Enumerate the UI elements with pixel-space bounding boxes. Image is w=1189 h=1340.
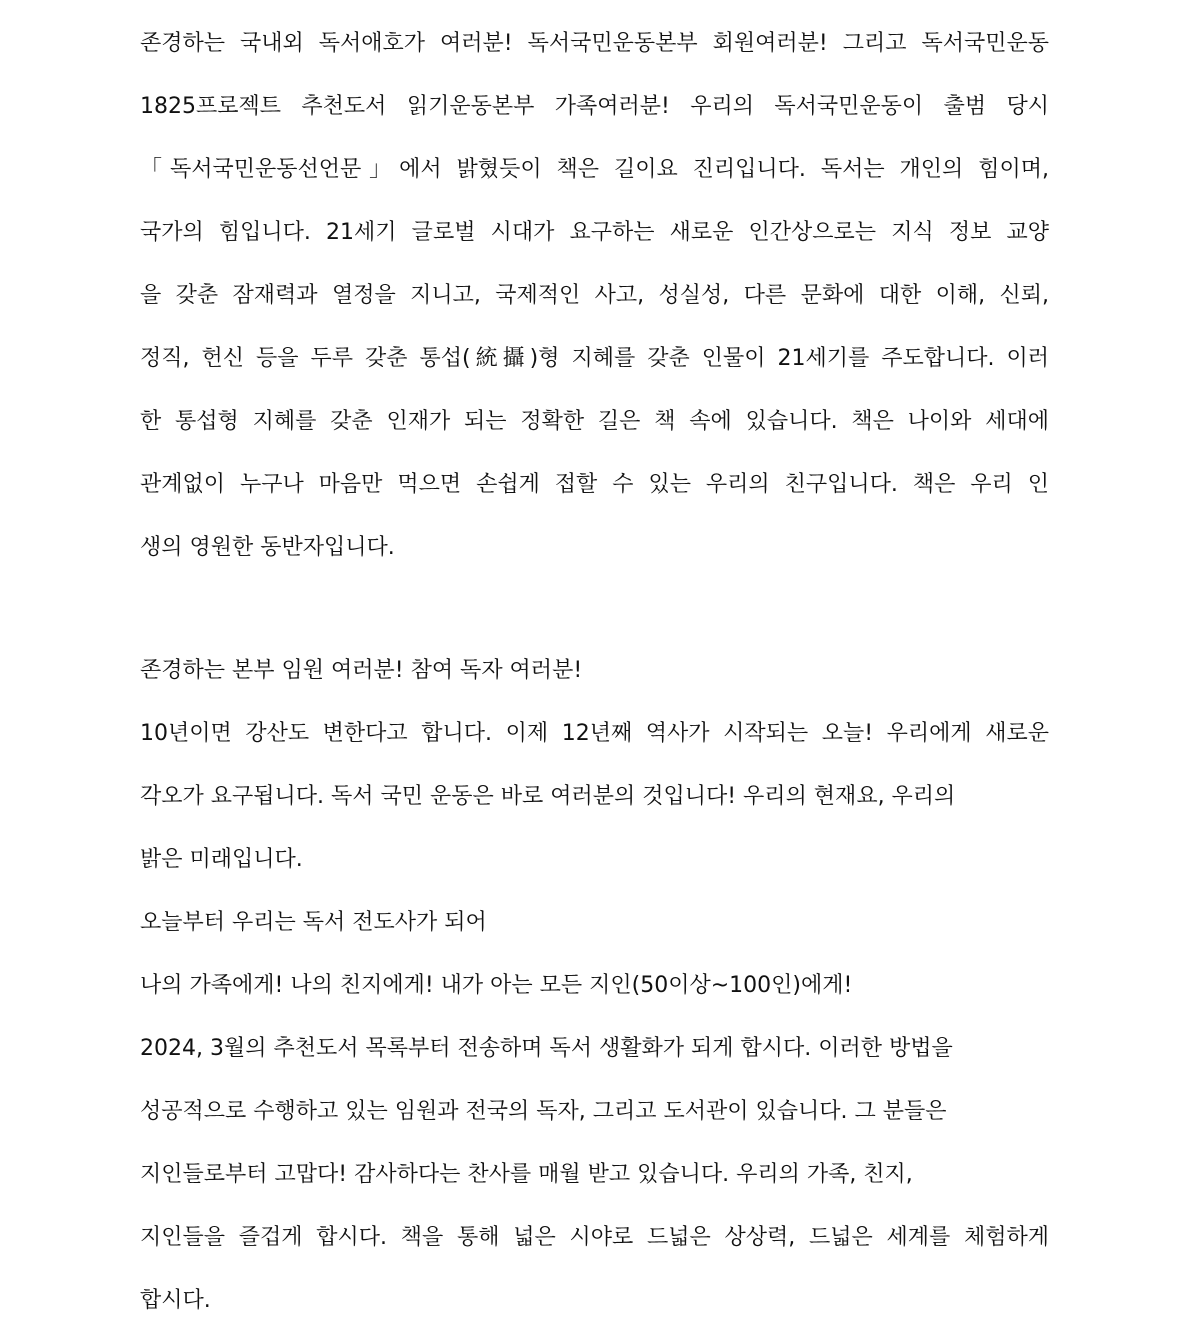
text-line: 을 갖춘 잠재력과 열정을 지니고, 국제적인 사고, 성실성, 다른 문화에 대한 이해, 신뢰, [140, 283, 1049, 308]
text-line: 한 통섭형 지혜를 갖춘 인재가 되는 정확한 길은 책 속에 있습니다. 책은 나이와 세대에 [140, 409, 1049, 434]
text-line: 1825프로젝트 추천도서 읽기운동본부 가족여러분! 우리의 독서국민운동이 출범 당시 [140, 94, 1049, 119]
document-page [140, 12, 1049, 1332]
text-line: 정직, 헌신 등을 두루 갖춘 통섭(統攝)형 지혜를 갖춘 인물이 21세기를 주도합니다. 이러 [140, 346, 1049, 371]
paragraph-1 [140, 12, 1049, 579]
text-line: 밝은 미래입니다. [140, 847, 303, 872]
text-line: 생의 영원한 동반자입니다. [140, 535, 395, 560]
text-line: 나의 가족에게! 나의 친지에게! 내가 아는 모든 지인(50이상~100인)에게! [140, 973, 853, 998]
text-line: 2024, 3월의 추천도서 목록부터 전송하며 독서 생활화가 되게 합시다. 이러한 방법을 [140, 1036, 953, 1061]
text-line: 존경하는 본부 임원 여러분! 참여 독자 여러분! [140, 658, 583, 683]
text-line: 지인들을 즐겁게 합시다. 책을 통해 넓은 시야로 드넓은 상상력, 드넓은 세계를 체험하게 [140, 1225, 1049, 1250]
text-line: 관계없이 누구나 마음만 먹으면 손쉽게 접할 수 있는 우리의 친구입니다. 책은 우리 인 [140, 472, 1049, 497]
text-line: 지인들로부터 고맙다! 감사하다는 찬사를 매월 받고 있습니다. 우리의 가족, 친지, [140, 1162, 913, 1187]
text-line: 성공적으로 수행하고 있는 임원과 전국의 독자, 그리고 도서관이 있습니다. 그 분들은 [140, 1099, 947, 1124]
text-line: 각오가 요구됩니다. 독서 국민 운동은 바로 여러분의 것입니다! 우리의 현재요, 우리의 [140, 784, 956, 809]
paragraph-2 [140, 639, 1049, 1332]
paragraph-spacer [140, 579, 1049, 639]
text-line: 존경하는 국내외 독서애호가 여러분! 독서국민운동본부 회원여러분! 그리고 독서국민운동 [140, 31, 1049, 56]
text-line: 합시다. [140, 1288, 211, 1313]
text-line: 국가의 힘입니다. 21세기 글로벌 시대가 요구하는 새로운 인간상으로는 지식 정보 교양 [140, 220, 1049, 245]
text-line: 10년이면 강산도 변한다고 합니다. 이제 12년째 역사가 시작되는 오늘! 우리에게 새로운 [140, 721, 1049, 746]
text-line: 오늘부터 우리는 독서 전도사가 되어 [140, 910, 487, 935]
text-line: 「독서국민운동선언문」에서 밝혔듯이 책은 길이요 진리입니다. 독서는 개인의 힘이며, [140, 157, 1049, 182]
